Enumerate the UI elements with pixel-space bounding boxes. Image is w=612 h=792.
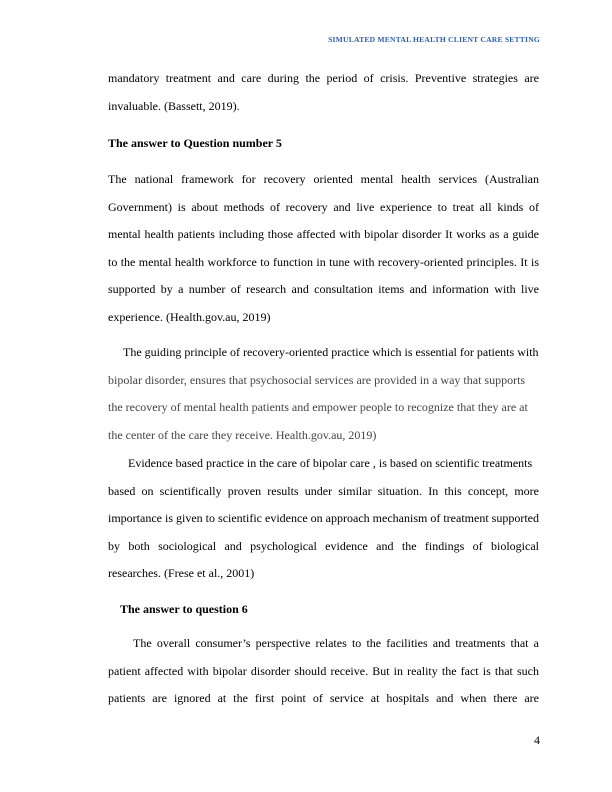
text-line: the recovery of mental health patients and empower people to recognize that they are at: [108, 400, 528, 414]
paragraph-consumer-perspective: [108, 637, 539, 720]
text-line: invaluable. (Bassett, 2019).: [108, 98, 240, 113]
paragraph-national-framework: [108, 173, 539, 338]
text-line: to the mental health workforce to function in tune with recovery-oriented principles. It is: [108, 254, 539, 269]
text-line: Government) is about methods of recovery and live experience to treat all kinds of: [108, 199, 539, 214]
heading-question-5: The answer to Question number 5: [108, 136, 282, 150]
paragraph-guiding-principle: [108, 346, 539, 456]
text-line: patients are ignored at the first point of service at hospitals and when there are: [108, 691, 539, 705]
text-line: The overall consumer’s perspective relates to the facilities and treatments that a: [133, 636, 539, 650]
text-line: based on scientifically proven results under similar situation. In this concept, more: [108, 483, 539, 498]
text-line: The guiding principle of recovery-oriented practice which is essential for patients with: [123, 345, 539, 359]
text-line: patient affected with bipolar disorder should receive. But in reality the fact is that such: [108, 663, 539, 678]
text-line: mandatory treatment and care during the period of crisis. Preventive strategies are: [108, 71, 539, 85]
text-line: importance is given to scientific evidence on approach mechanism of treatment supported: [108, 511, 539, 525]
heading-question-6: The answer to question 6: [120, 602, 248, 616]
text-line: experience. (Health.gov.au, 2019): [108, 309, 271, 324]
paragraph-evidence-based: [108, 457, 539, 595]
text-line: by both sociological and psychological evidence and the findings of biological: [108, 538, 539, 553]
text-line: the center of the care they receive. Health.gov.au, 2019): [108, 427, 377, 442]
text-line: mental health patients including those affected with bipolar disorder It works as a guide: [108, 227, 539, 241]
text-line: The national framework for recovery oriented mental health services (Australian: [108, 172, 539, 186]
text-line: supported by a number of research and consultation items and information with live: [108, 282, 539, 296]
page-number: 4: [534, 733, 540, 747]
text-line: Evidence based practice in the care of bipolar care , is based on scientific treatments: [128, 456, 533, 470]
paragraph-continuation: [108, 72, 539, 127]
text-line: researches. (Frese et al., 2001): [108, 566, 255, 580]
running-header: SIMULATED MENTAL HEALTH CLIENT CARE SETTING: [328, 35, 540, 44]
text-line: bipolar disorder, ensures that psychosocial services are provided in a way that supports: [108, 372, 526, 387]
